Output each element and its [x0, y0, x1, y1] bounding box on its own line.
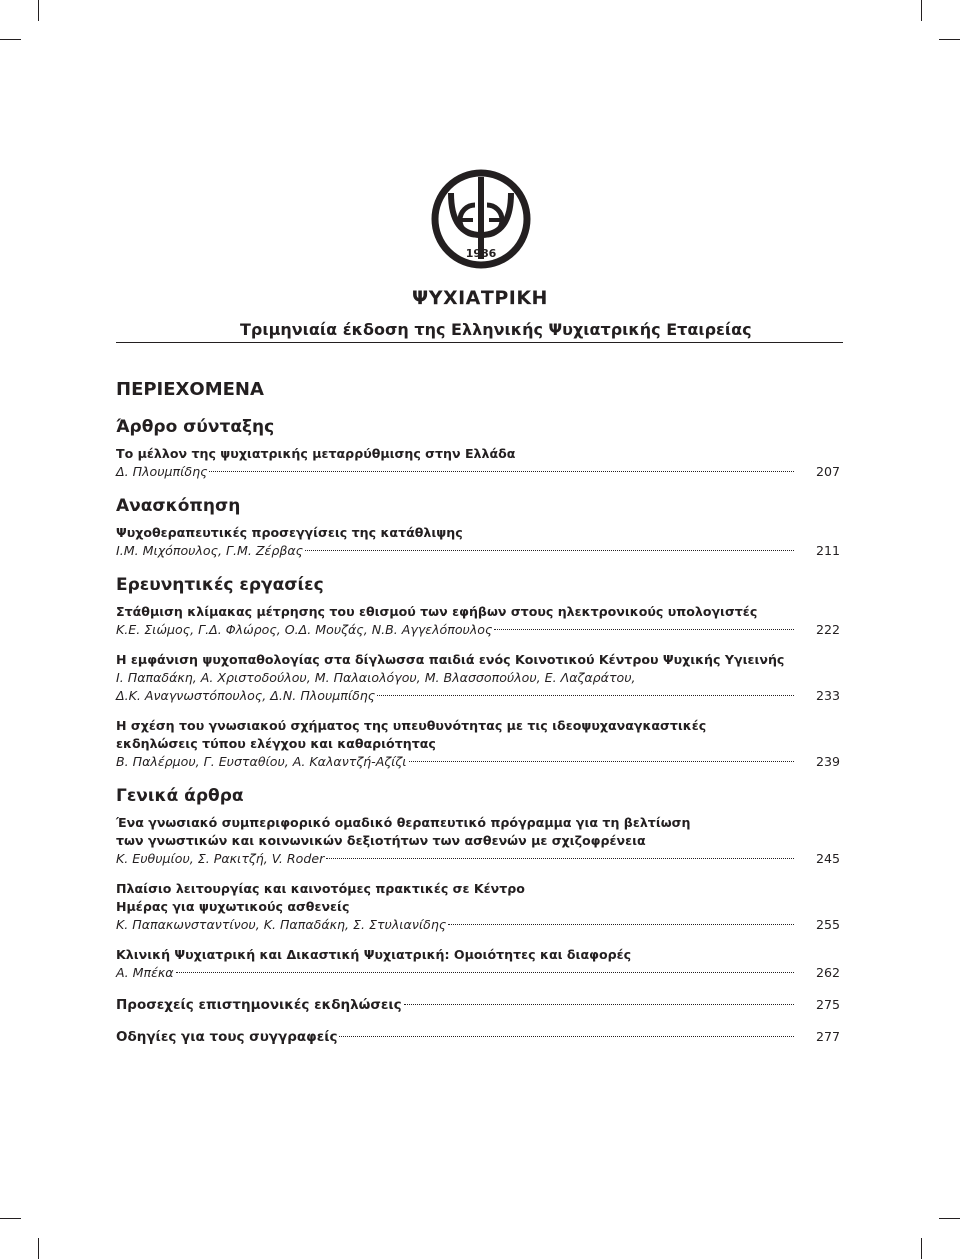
dot-leader: [448, 924, 794, 925]
article-title: εκδηλώσεις τύπου ελέγχου και καθαριότητας: [116, 736, 436, 751]
toc-entry[interactable]: [116, 946, 840, 982]
crop-mark: [0, 1218, 21, 1219]
section-heading: Γενικά άρθρα: [116, 786, 244, 806]
page-number: 277: [815, 1029, 840, 1044]
article-title: Ψυχοθεραπευτικές προσεγγίσεις της κατάθλιψης: [116, 525, 463, 540]
crop-mark: [38, 0, 39, 21]
dot-leader: [176, 972, 794, 973]
article-title: των γνωστικών και κοινωνικών δεξιοτήτων των ασθενών με σχιζοφρένεια: [116, 833, 646, 848]
toc-entry[interactable]: [116, 445, 840, 481]
page-number: 262: [815, 965, 840, 980]
crop-mark: [38, 1238, 39, 1259]
journal-subtitle: Τριμηνιαία έκδοση της Ελληνικής Ψυχιατρικής Εταιρείας: [240, 320, 752, 339]
article-title: Στάθμιση κλίμακας μέτρησης του εθισμού των εφήβων στους ηλεκτρονικούς υπολογιστές: [116, 604, 758, 619]
article-authors: Κ. Ευθυμίου, Σ. Ρακιτζή, V. Roder: [116, 851, 325, 866]
section-heading: Ερευνητικές εργασίες: [116, 575, 324, 595]
crop-mark: [0, 39, 21, 40]
article-authors: Β. Παλέρμου, Γ. Ευσταθίου, Α. Καλαντζή-Αζίζι: [116, 754, 407, 769]
contents-title: ΠΕΡΙΕΧΟΜΕΝΑ: [116, 379, 264, 400]
dot-leader: [494, 629, 794, 630]
dot-leader: [305, 550, 794, 551]
toc-entry[interactable]: [116, 717, 840, 771]
toc-entry[interactable]: [116, 996, 840, 1014]
page-number: 255: [815, 917, 840, 932]
journal-title: ΨΥΧΙΑΤΡΙΚΗ: [412, 287, 548, 309]
dot-leader: [339, 1036, 794, 1037]
toc-entry[interactable]: [116, 603, 840, 639]
dot-leader: [377, 695, 794, 696]
dot-leader: [404, 1004, 794, 1005]
article-authors: Κ.Ε. Σιώμος, Γ.Δ. Φλώρος, Ο.Δ. Μουζάς, Ν.Β. Αγγελόπουλος: [116, 622, 493, 637]
section-heading: Ανασκόπηση: [116, 496, 241, 516]
psi-ee-logo-icon: [431, 163, 531, 275]
article-title: Πλαίσιο λειτουργίας και καινοτόμες πρακτικές σε Κέντρο: [116, 881, 525, 896]
article-title: Ημέρας για ψυχωτικούς ασθενείς: [116, 899, 350, 914]
page-number: 211: [815, 543, 840, 558]
article-authors: Ι.Μ. Μιχόπουλος, Γ.Μ. Ζέρβας: [116, 543, 304, 558]
page-number: 207: [815, 464, 840, 479]
dot-leader: [326, 858, 794, 859]
logo-year: 1986: [465, 247, 497, 260]
dot-leader: [209, 471, 794, 472]
article-authors: Δ. Πλουμπίδης: [116, 464, 208, 479]
section-heading: Άρθρο σύνταξης: [116, 417, 275, 437]
page-number: 233: [815, 688, 840, 703]
page-number: 239: [815, 754, 840, 769]
crop-mark: [921, 0, 922, 21]
header-rule: [116, 342, 843, 343]
article-authors: Δ.Κ. Αναγνωστόπουλος, Δ.Ν. Πλουμπίδης: [116, 688, 376, 703]
crop-mark: [939, 1218, 960, 1219]
toc-entry[interactable]: [116, 524, 840, 560]
article-title: Το μέλλον της ψυχιατρικής μεταρρύθμισης στην Ελλάδα: [116, 446, 516, 461]
crop-mark: [939, 39, 960, 40]
toc-entry[interactable]: [116, 651, 840, 705]
crop-mark: [921, 1238, 922, 1259]
toc-entry[interactable]: [116, 880, 840, 934]
article-title: Η σχέση του γνωσιακού σχήματος της υπευθυνότητας με τις ιδεοψυχαναγκαστικές: [116, 718, 707, 733]
article-authors: Κ. Παπακωνσταντίνου, Κ. Παπαδάκη, Σ. Στυλιανίδης: [116, 917, 447, 932]
standalone-title: Προσεχείς επιστημονικές εκδηλώσεις: [116, 997, 402, 1013]
article-title: Ένα γνωσιακό συμπεριφορικό ομαδικό θεραπευτικό πρόγραμμα για τη βελτίωση: [116, 815, 691, 830]
toc-entry[interactable]: [116, 814, 840, 868]
table-of-contents: [116, 416, 840, 1060]
page-number: 245: [815, 851, 840, 866]
article-authors: Α. Μπέκα: [116, 965, 174, 980]
article-title: Η εμφάνιση ψυχοπαθολογίας στα δίγλωσσα παιδιά ενός Κοινοτικού Κέντρου Ψυχικής Υγιεινής: [116, 652, 785, 667]
dot-leader: [409, 761, 794, 762]
page-number: 222: [815, 622, 840, 637]
page-number: 275: [815, 997, 840, 1012]
article-authors: Ι. Παπαδάκη, Α. Χριστοδούλου, Μ. Παλαιολόγου, Μ. Βλασσοπούλου, Ε. Λαζαράτου,: [116, 670, 636, 685]
standalone-title: Οδηγίες για τους συγγραφείς: [116, 1029, 338, 1045]
toc-entry[interactable]: [116, 1028, 840, 1046]
article-title: Κλινική Ψυχιατρική και Δικαστική Ψυχιατρική: Ομοιότητες και διαφορές: [116, 947, 632, 962]
